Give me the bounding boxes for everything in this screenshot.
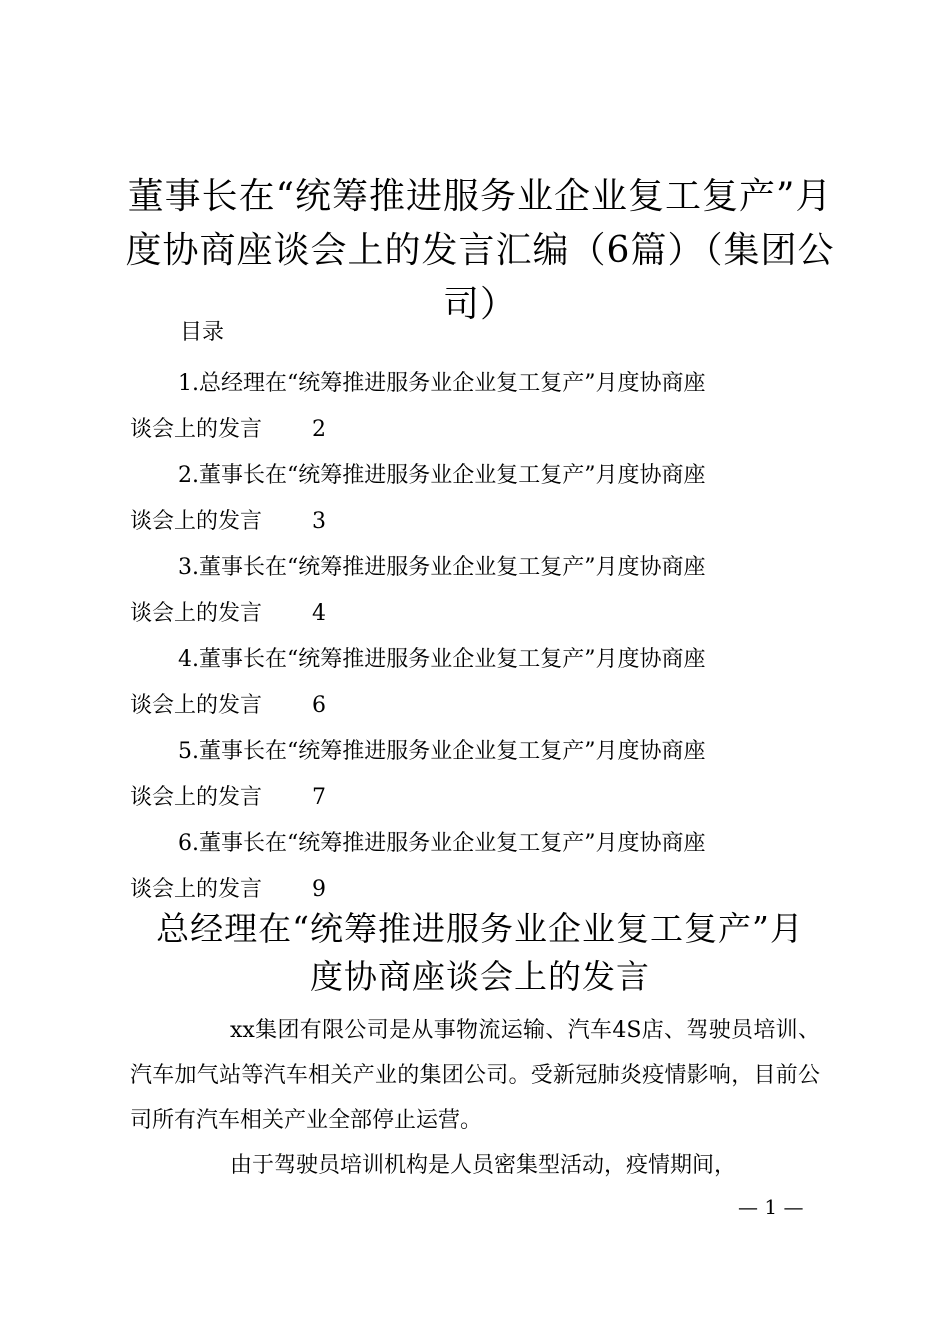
toc-page-number: 2 — [312, 417, 327, 442]
toc-item-title: 2.董事长在“统筹推进服务业企业复工复产”月度协商座 — [178, 463, 706, 488]
toc-item-title: 6.董事长在“统筹推进服务业企业复工复产”月度协商座 — [178, 831, 706, 856]
toc-item-title: 3.董事长在“统筹推进服务业企业复工复产”月度协商座 — [178, 555, 706, 580]
toc-item-title-cont: 谈会上的发言 — [130, 601, 263, 626]
toc-item-title: 4.董事长在“统筹推进服务业企业复工复产”月度协商座 — [178, 647, 706, 672]
section-title-line: 总经理在“统筹推进服务业企业复工复产”月 — [156, 909, 804, 948]
page-number: — 1 — — [738, 1195, 804, 1219]
document-title-line: 司） — [442, 284, 517, 325]
body-paragraph: 由于驾驶员培训机构是人员密集型活动，疫情期间， — [230, 1153, 737, 1178]
document-title — [120, 170, 840, 332]
toc-page-number: 4 — [312, 601, 327, 626]
toc-item[interactable] — [130, 545, 830, 637]
toc-page-number: 9 — [312, 877, 327, 902]
toc-item[interactable] — [130, 821, 830, 913]
toc-page-number: 3 — [312, 509, 327, 534]
toc-item-title-cont: 谈会上的发言 — [130, 417, 263, 442]
toc-item-title-cont: 谈会上的发言 — [130, 877, 263, 902]
body-paragraph: xx集团有限公司是从事物流运输、汽车4S店、驾驶员培训、汽车加气站等汽车相关产业的集团公司。受新冠肺炎疫情影响，目前公司所有汽车相关产业全部停止运营。 — [130, 1018, 820, 1133]
toc-item[interactable] — [130, 453, 830, 545]
table-of-contents — [130, 361, 830, 913]
section-title-line: 度协商座谈会上的发言 — [310, 957, 650, 996]
toc-item[interactable] — [130, 637, 830, 729]
toc-item-title-cont: 谈会上的发言 — [130, 785, 263, 810]
toc-item-title: 1.总经理在“统筹推进服务业企业复工复产”月度协商座 — [178, 371, 706, 396]
toc-item[interactable] — [130, 729, 830, 821]
toc-page-number: 6 — [312, 693, 327, 718]
toc-item-title-cont: 谈会上的发言 — [130, 509, 263, 534]
toc-item-title: 5.董事长在“统筹推进服务业企业复工复产”月度协商座 — [178, 739, 706, 764]
document-title-line: 度协商座谈会上的发言汇编（6篇）（集团公 — [125, 230, 835, 271]
section-title — [120, 905, 840, 1001]
toc-page-number: 7 — [312, 785, 327, 810]
document-title-line: 董事长在“统筹推进服务业企业复工复产”月 — [127, 176, 833, 217]
toc-heading: 目录 — [180, 320, 225, 345]
toc-item[interactable] — [130, 361, 830, 453]
toc-item-title-cont: 谈会上的发言 — [130, 693, 263, 718]
